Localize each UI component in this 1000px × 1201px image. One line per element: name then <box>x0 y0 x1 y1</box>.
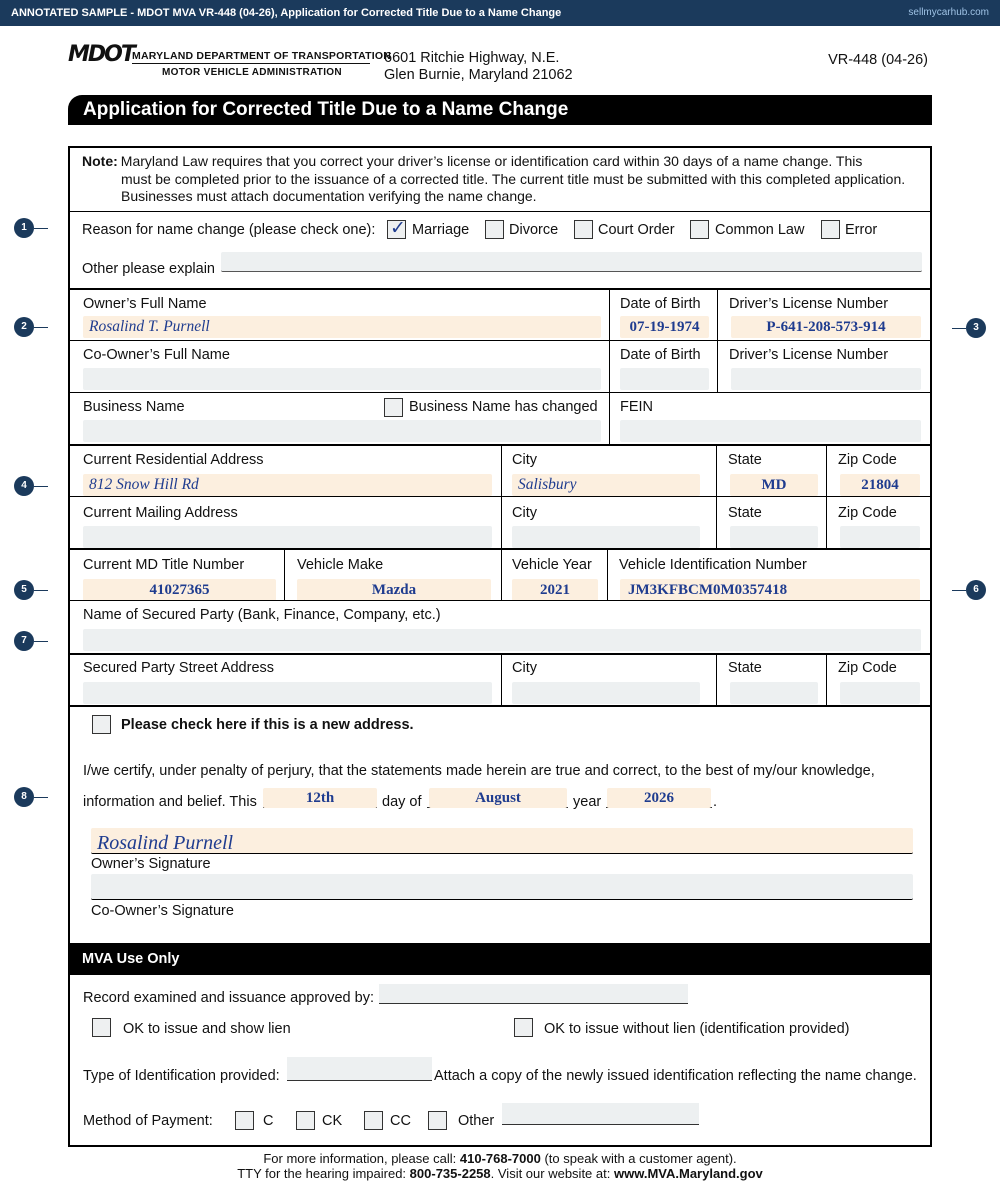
marker-line <box>34 228 48 229</box>
res-address-field[interactable]: 812 Snow Hill Rd <box>83 474 492 496</box>
marker-line <box>34 590 48 591</box>
logo-dept: MARYLAND DEPARTMENT OF TRANSPORTATION <box>132 50 391 62</box>
divider <box>501 653 502 705</box>
coowner-dl-label: Driver’s License Number <box>729 347 889 363</box>
secured-zip-label: Zip Code <box>838 660 897 676</box>
marker-line <box>34 486 48 487</box>
res-address-label: Current Residential Address <box>83 452 264 468</box>
secured-zip-field[interactable] <box>840 682 920 704</box>
checkbox-pay-other[interactable] <box>428 1111 447 1130</box>
form-title-bar <box>68 95 932 125</box>
divider <box>70 496 930 497</box>
mail-zip-label: Zip Code <box>838 505 897 521</box>
marker-line <box>34 797 48 798</box>
month-field[interactable]: August <box>429 788 567 808</box>
mail-state-field[interactable] <box>730 526 818 548</box>
divider <box>716 653 717 705</box>
attach-text: Attach a copy of the newly issued identification reflecting the name change. <box>434 1068 917 1084</box>
secured-label: Name of Secured Party (Bank, Finance, Company, etc.) <box>83 607 441 623</box>
business-name-label: Business Name <box>83 399 185 415</box>
zip-label: Zip Code <box>838 452 897 468</box>
dob-field[interactable]: 07-19-1974 <box>620 316 709 338</box>
coowner-name-field[interactable] <box>83 368 601 390</box>
banner-site-link[interactable]: sellmycarhub.com <box>908 7 989 18</box>
cert-period: . <box>713 794 718 810</box>
id-type-field[interactable] <box>287 1057 432 1081</box>
note-label: Note: <box>82 153 118 169</box>
footer-line2 <box>0 1166 1000 1181</box>
mva-use-heading: MVA Use Only <box>82 951 180 967</box>
make-field[interactable]: Mazda <box>297 579 491 601</box>
owner-signature-field[interactable] <box>91 828 913 854</box>
form-body <box>68 146 932 1147</box>
secured-field[interactable] <box>83 629 921 651</box>
secured-addr-field[interactable] <box>83 682 492 704</box>
checkbox-divorce[interactable] <box>485 220 504 239</box>
divider <box>70 211 930 212</box>
divider <box>70 705 930 707</box>
marker-3: 3 <box>966 318 986 338</box>
option-court-order: Court Order <box>598 222 675 238</box>
record-label: Record examined and issuance approved by: <box>83 990 374 1006</box>
footer <box>0 1151 1000 1181</box>
checkbox-pay-cc[interactable] <box>364 1111 383 1130</box>
dl-label: Driver’s License Number <box>729 296 889 312</box>
marker-line <box>952 328 966 329</box>
pay-other-label: Other <box>458 1113 495 1129</box>
mail-address-label: Current Mailing Address <box>83 505 238 521</box>
checkbox-court-order[interactable] <box>574 220 593 239</box>
payment-label: Method of Payment: <box>83 1113 213 1129</box>
state-label: State <box>728 452 762 468</box>
logo-mva: MOTOR VEHICLE ADMINISTRATION <box>162 67 342 78</box>
city-label: City <box>512 452 537 468</box>
state-field[interactable]: MD <box>730 474 818 496</box>
fein-label: FEIN <box>620 399 654 415</box>
checkbox-new-address[interactable] <box>92 715 111 734</box>
checkbox-pay-ck[interactable] <box>296 1111 315 1130</box>
divider <box>70 548 930 550</box>
city-field[interactable]: Salisbury <box>512 474 700 496</box>
pay-ck-label: CK <box>322 1113 343 1129</box>
cert-line1: I/we certify, under penalty of perjury, that the statements made herein are true and correct, to the best of my/our knowledge, <box>83 763 875 779</box>
banner-title: ANNOTATED SAMPLE - MDOT MVA VR-448 (04-26), Application for Corrected Title Due to a Name Change <box>11 7 562 19</box>
coowner-dob-field[interactable] <box>620 368 709 390</box>
note <box>82 153 912 206</box>
secured-addr-label: Secured Party Street Address <box>83 660 275 676</box>
checkbox-error[interactable] <box>821 220 840 239</box>
new-address-label: Please check here if this is a new address. <box>121 717 414 733</box>
owner-name-field[interactable]: Rosalind T. Purnell <box>83 316 601 338</box>
marker-2: 2 <box>14 317 34 337</box>
marker-line <box>34 641 48 642</box>
dl-field[interactable]: P-641-208-573-914 <box>731 316 921 338</box>
divider <box>70 340 930 341</box>
checkbox-common-law[interactable] <box>690 220 709 239</box>
title-no-label: Current MD Title Number <box>83 557 245 573</box>
footer-line1 <box>0 1151 1000 1166</box>
cert-line2a: information and belief. This <box>83 794 257 810</box>
mail-address-field[interactable] <box>83 526 492 548</box>
marker-4: 4 <box>14 476 34 496</box>
marker-1: 1 <box>14 218 34 238</box>
checkbox-pay-c[interactable] <box>235 1111 254 1130</box>
top-banner <box>0 0 1000 26</box>
coowner-dl-field[interactable] <box>731 368 921 390</box>
note-text-2: must be completed prior to the issuance of a corrected title. The current title must be submitted with this completed application. Businesses must attach documentation verifying the name change. <box>121 170 906 204</box>
note-text: Maryland Law requires that you correct your driver’s license or identification card within 30 days of a name change. This <box>120 153 863 169</box>
pay-c-label: C <box>263 1113 274 1129</box>
marker-line <box>34 327 48 328</box>
mail-zip-field[interactable] <box>840 526 920 548</box>
address-line2: Glen Burnie, Maryland 21062 <box>384 67 573 83</box>
coowner-name-label: Co-Owner’s Full Name <box>83 347 230 363</box>
mail-city-label: City <box>512 505 537 521</box>
coowner-dob-label: Date of Birth <box>620 347 701 363</box>
divider <box>826 653 827 705</box>
checkbox-ok-lien[interactable] <box>92 1018 111 1037</box>
divider <box>609 392 610 444</box>
other-explain-field[interactable] <box>221 252 922 272</box>
option-marriage: Marriage <box>412 222 470 238</box>
id-type-label: Type of Identification provided: <box>83 1068 280 1084</box>
option-common-law: Common Law <box>715 222 805 238</box>
secured-state-label: State <box>728 660 762 676</box>
address-line1: 6601 Ritchie Highway, N.E. <box>384 50 560 66</box>
dob-label: Date of Birth <box>620 296 701 312</box>
divider <box>607 548 608 600</box>
marker-6: 6 <box>966 580 986 600</box>
option-error: Error <box>845 222 878 238</box>
footer-l2a: TTY for the hearing impaired: <box>237 1166 407 1181</box>
divider <box>70 444 930 446</box>
day-field[interactable]: 12th <box>263 788 377 808</box>
agency-address <box>384 50 573 84</box>
fein-field[interactable] <box>620 420 921 442</box>
checkbox-business-changed[interactable] <box>384 398 403 417</box>
divider <box>70 288 930 290</box>
make-label: Vehicle Make <box>297 557 384 573</box>
pay-cc-label: CC <box>390 1113 411 1129</box>
secured-city-field[interactable] <box>512 682 700 704</box>
cert-line2b: day of <box>382 794 422 810</box>
checkbox-marriage[interactable] <box>387 220 406 239</box>
coowner-signature-field[interactable] <box>91 874 913 900</box>
divider <box>284 548 285 600</box>
option-divorce: Divorce <box>509 222 559 238</box>
marker-7: 7 <box>14 631 34 651</box>
mail-state-label: State <box>728 505 762 521</box>
divider <box>70 600 930 601</box>
business-changed-label: Business Name has changed <box>409 399 598 415</box>
owner-name-label: Owner’s Full Name <box>83 296 207 312</box>
record-field[interactable] <box>379 984 688 1004</box>
year-field[interactable]: 2021 <box>512 579 598 601</box>
form-title: Application for Corrected Title Due to a Name Change <box>83 99 569 120</box>
divider <box>70 392 930 393</box>
vin-label: Vehicle Identification Number <box>619 557 807 573</box>
form-number: VR-448 (04-26) <box>828 52 928 68</box>
marker-5: 5 <box>14 580 34 600</box>
zip-field[interactable]: 21804 <box>840 474 920 496</box>
marker-line <box>952 590 966 591</box>
checkbox-ok-nolien[interactable] <box>514 1018 533 1037</box>
coowner-signature-label: Co-Owner’s Signature <box>91 903 234 919</box>
cert-year-field[interactable]: 2026 <box>607 788 711 808</box>
vin-field[interactable]: JM3KFBCM0M0357418 <box>620 579 920 601</box>
footer-tty: 800-735-2258 <box>409 1166 491 1181</box>
mdot-logo <box>68 42 391 81</box>
reason-label: Reason for name change (please check one): <box>82 222 376 238</box>
footer-l1a: For more information, please call: <box>263 1151 457 1166</box>
secured-state-field[interactable] <box>730 682 818 704</box>
footer-site-link[interactable]: www.MVA.Maryland.gov <box>613 1166 763 1181</box>
footer-l1b: (to speak with a customer agent). <box>544 1151 737 1166</box>
logo-mark: MDOT <box>68 42 134 67</box>
owner-signature-label: Owner’s Signature <box>91 856 211 872</box>
marker-8: 8 <box>14 787 34 807</box>
owner-signature-value: Rosalind Purnell <box>97 832 234 854</box>
ok-nolien-label: OK to issue without lien (identification provided) <box>544 1021 850 1037</box>
divider <box>70 653 930 655</box>
footer-phone: 410-768-7000 <box>459 1151 541 1166</box>
other-explain-label: Other please explain <box>82 261 215 277</box>
ok-lien-label: OK to issue and show lien <box>123 1021 291 1037</box>
title-no-field[interactable]: 41027365 <box>83 579 276 601</box>
cert-line2c: year <box>573 794 602 810</box>
mva-use-bar <box>70 943 930 975</box>
mail-city-field[interactable] <box>512 526 700 548</box>
divider <box>501 548 502 600</box>
business-name-field[interactable] <box>83 420 601 442</box>
secured-city-label: City <box>512 660 537 676</box>
year-label: Vehicle Year <box>512 557 592 573</box>
footer-l2b: . Visit our website at: <box>490 1166 611 1181</box>
pay-other-field[interactable] <box>502 1103 699 1125</box>
